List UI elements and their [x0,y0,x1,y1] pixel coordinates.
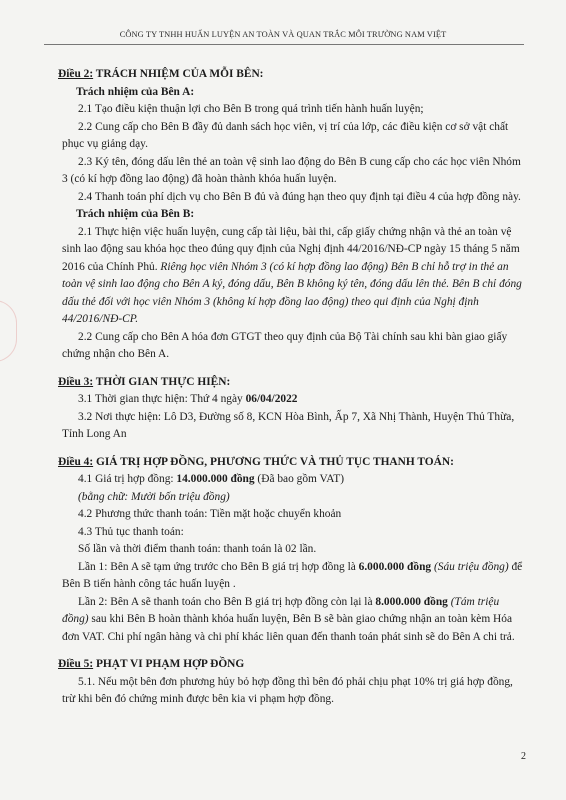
party-b-heading: Trách nhiệm của Bên B: [76,208,195,220]
clause-4-3-count: Số lần và thời điểm thanh toán: thanh toán là 02 lần. [78,543,317,555]
header-divider [44,44,524,45]
payment-installment-1: Lần 1: Bên A sẽ tạm ứng trước cho Bên B giá trị hợp đồng là 6.000.000 đồng (Sáu triệu đồng) để Bên B tiến hành công tác huấn luyện . [62,560,523,590]
clause-3-1: 3.1 Thời gian thực hiện: Thứ 4 ngày 06/04/2022 [78,393,298,405]
clause-b-2-2: 2.2 Cung cấp cho Bên A hóa đơn GTGT theo quy định của Bộ Tài chính sau khi bàn giao giấy chứng nhận cho Bên A. [62,330,508,360]
article-2-heading: Điều 2: TRÁCH NHIỆM CỦA MỖI BÊN: [58,68,264,80]
article-5-heading: Điều 5: PHẠT VI PHẠM HỢP ĐỒNG [58,658,245,670]
article-3-heading: Điều 3: THỜI GIAN THỰC HIỆN: [58,375,231,388]
article-4-heading: Điều 4: GIÁ TRỊ HỢP ĐỒNG, PHƯƠNG THỨC VÀ THỦ TỤC THANH TOÁN: [58,455,454,468]
clause-a-2-1: 2.1 Tạo điều kiện thuận lợi cho Bên B trong quá trình tiến hành huấn luyện; [78,103,424,115]
payment-installment-2: Lần 2: Bên A sẽ thanh toán cho Bên B giá trị hợp đồng còn lại là 8.000.000 đồng (Tám triệu đồng) sau khi Bên B hoàn thành khóa huấn luyện, Bên B sẽ bàn giao chứng nhận an toàn kèm Hóa đơn VAT. Chi phí ngân hàng và chi phí khác liên quan đến thanh toán phát sinh sẽ do Bên A chi trả. [62,595,515,643]
clause-4-3: 4.3 Thủ tục thanh toán: [78,525,184,538]
clause-4-1-words: (bằng chữ: Mười bốn triệu đồng) [78,490,230,503]
clause-a-2-4: 2.4 Thanh toán phí dịch vụ cho Bên B đủ và đúng hạn theo quy định tại điều 4 của hợp đồng này. [78,190,521,203]
clause-4-1: 4.1 Giá trị hợp đồng: 14.000.000 đồng (Đã bao gồm VAT) [78,473,345,485]
party-a-heading: Trách nhiệm của Bên A: [76,85,195,98]
company-header: CÔNG TY TNHH HUẤN LUYỆN AN TOÀN VÀ QUAN TRẮC MÔI TRƯỜNG NAM VIỆT [119,30,447,39]
stamp-mark [0,300,17,362]
clause-a-2-3: 2.3 Ký tên, đóng dấu lên thẻ an toàn vệ sinh lao động do Bên B cung cấp cho các học viên Nhóm 3 (có kí hợp đồng lao động) đã hoàn thành khóa huấn luyện. [62,155,521,185]
clause-5-1: 5.1. Nếu một bên đơn phương hủy bỏ hợp đồng thì bên đó phải chịu phạt 10% trị giá hợp đồng, trừ khi bên đó chứng minh được bên kia vi phạm hợp đồng. [62,675,513,705]
clause-b-2-1: 2.1 Thực hiện việc huấn luyện, cung cấp tài liệu, bài thi, cấp giấy chứng nhận và thẻ an toàn vệ sinh lao động sau khóa học theo đúng quy định của Nghị định 44/2016/NĐ-CP ngày 15 tháng 5 năm 2016 của Chính Phủ. Riêng học viên Nhóm 3 (có kí hợp đồng lao động) Bên B chỉ hỗ trợ in thẻ an toàn vệ sinh lao động cho Bên A ký, đóng dấu, Bên B không ký tên, đóng dấu lên thẻ. Bên B chỉ đóng dấu thẻ đối với học viên Nhóm 3 (không kí hợp đồng lao động) theo qui định của Nghị định 44/2016/NĐ-CP. [62,225,522,325]
clause-4-2: 4.2 Phương thức thanh toán: Tiền mặt hoặc chuyển khoản [78,508,342,520]
clause-3-2: 3.2 Nơi thực hiện: Lô D3, Đường số 8, KCN Hòa Bình, Ấp 7, Xã Nhị Thành, Huyện Thủ Thừa, Tỉnh Long An [62,410,515,440]
clause-a-2-2: 2.2 Cung cấp cho Bên B đầy đủ danh sách học viên, vị trí của lớp, các điều kiện cơ sở vật chất phục vụ giảng dạy. [62,120,509,150]
document-body [58,66,524,709]
page-number: 2 [521,751,526,762]
